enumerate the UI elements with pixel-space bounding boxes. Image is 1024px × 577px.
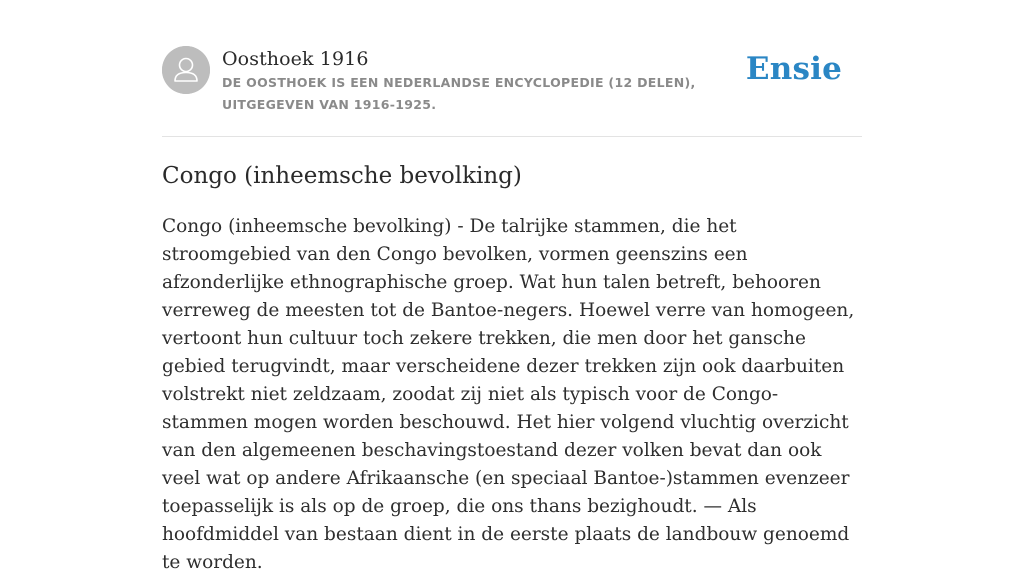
source-info [222, 46, 762, 116]
avatar[interactable] [162, 46, 210, 94]
ensie-logo[interactable]: Ensie [745, 51, 842, 87]
article-title: Congo (inheemsche bevolking) [162, 163, 522, 189]
article-card [162, 46, 862, 577]
user-placeholder-icon [162, 46, 210, 94]
source-title[interactable]: Oosthoek 1916 [222, 48, 369, 70]
source-description: DE OOSTHOEK IS EEN NEDERLANDSE ENCYCLOPEDIE (12 DELEN), UITGEGEVEN VAN 1916-1925. [222, 75, 696, 112]
article-body: Congo (inheemsche bevolking) - De talrijke stammen, die het stroomgebied van den Congo bevolken, vormen geenszins een afzonderlijke ethnographische groep. Wat hun talen betreft, behooren verreweg de meesten tot de Bantoe-negers. Hoewel verre van homogeen, vertoont hun cultuur toch zekere trekken, die men door het gansche gebied terugvindt, maar verscheidene dezer trekken zijn ook daarbuiten volstrekt niet zeldzaam, zoodat zij niet als typisch voor de Congo-stammen mogen worden beschouwd. Het hier volgend vluchtig overzicht van den algemeenen beschavingstoestand dezer volken bevat dan ook veel wat op andere Afrikaansche (en speciaal Bantoe-)stammen evenzeer toepasselijk is als op de groep, die ons thans bezighoudt. — Als hoofdmiddel van bestaan dient in de eerste plaats de landbouw genoemd te worden. [162, 216, 855, 573]
source-header [162, 46, 862, 137]
